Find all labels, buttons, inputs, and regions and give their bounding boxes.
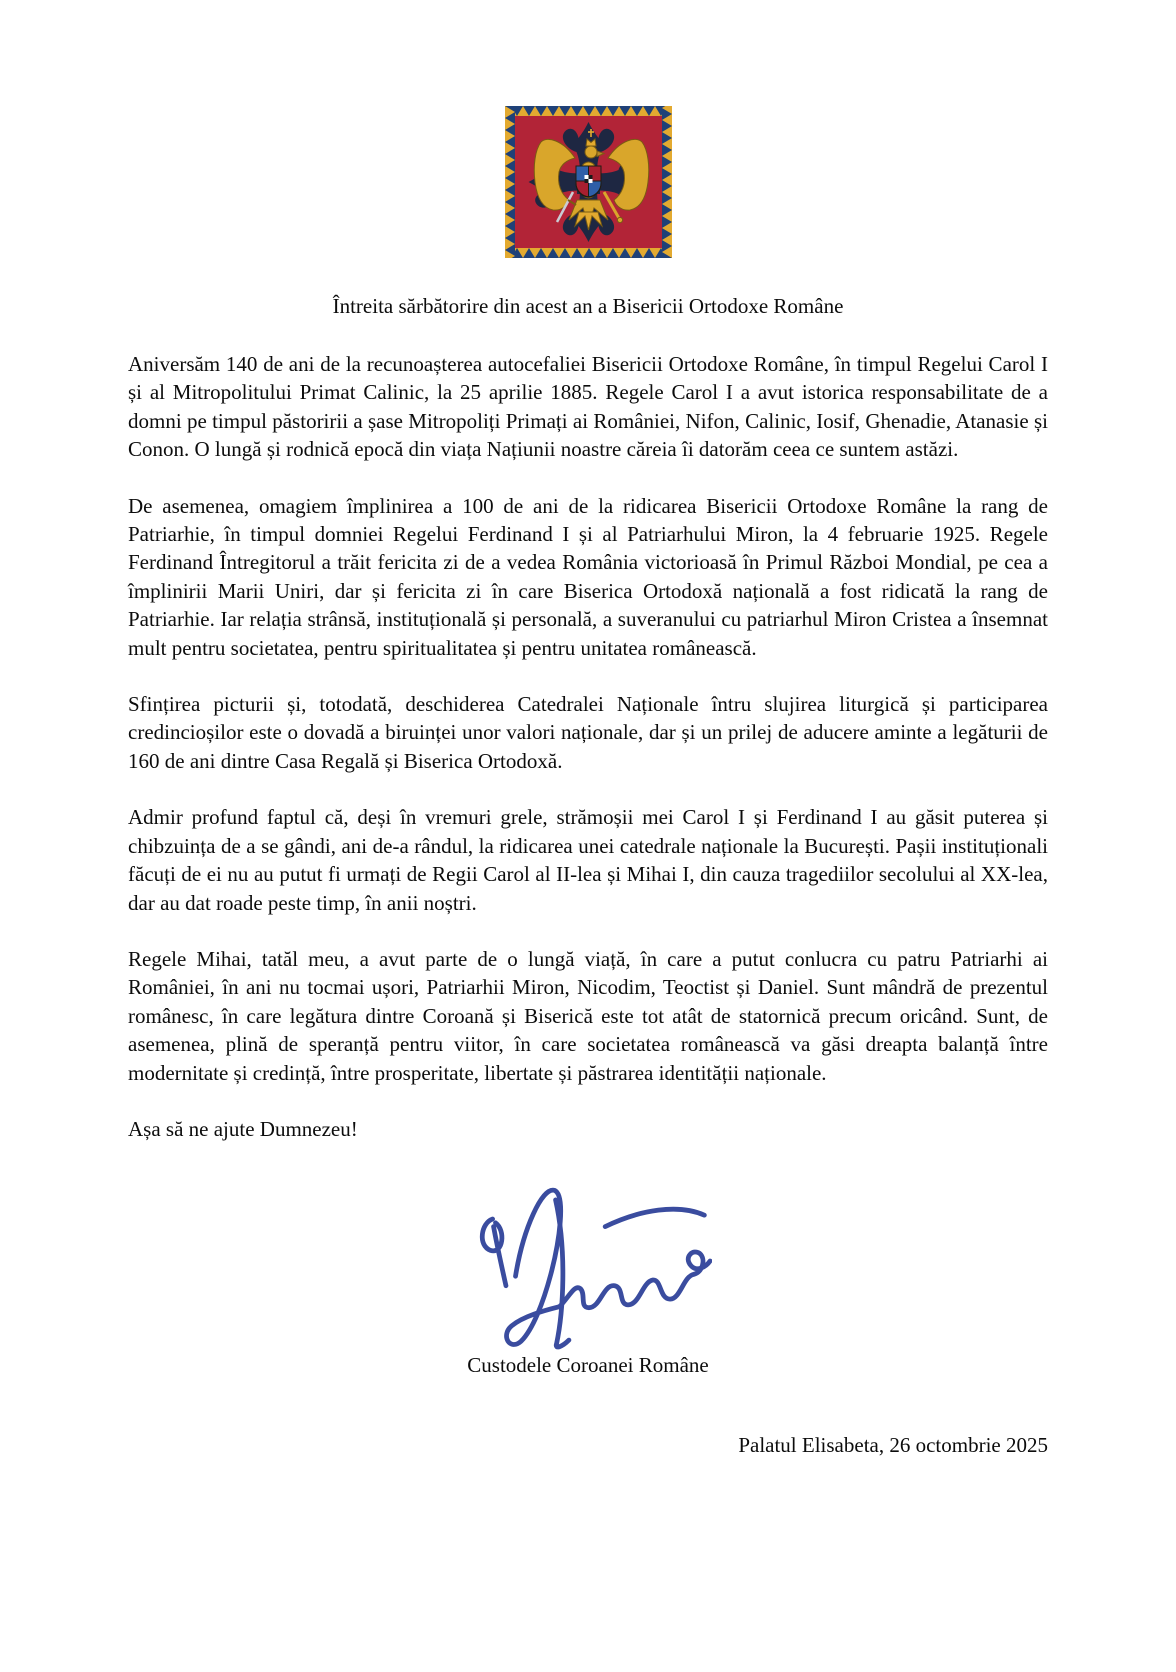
- closing-line: Așa să ne ajute Dumnezeu!: [128, 1116, 358, 1141]
- paragraph-3: Sfințirea picturii și, totodată, deschiderea Catedralei Naționale întru slujirea liturgică și participarea credincioșilor este o dovadă a biruinței unor valori naționale, dar și un prilej de aducere aminte a legăturii de 160 de ani dintre Casa Regală și Biserica Ortodoxă.: [128, 692, 1048, 773]
- romanian-royal-standard-icon: [505, 106, 672, 258]
- signature-margareta: [128, 1169, 1048, 1337]
- signer-title: Custodele Coroanei Române: [467, 1353, 709, 1378]
- paragraph-5: Regele Mihai, tatăl meu, a avut parte de o lungă viață, în care a putut conlucra cu patru Patriarhi ai României, în ani nu tocmai ușori, Patriarhii Miron, Nicodim, Teoctist și Daniel. Sunt mândră de prezentul românesc, în care legătura dintre Coroană și Biserică este tot atât de statornică precum oricând. Sunt, de asemenea, plină de speranță pentru viitor, în care societatea românească va găsi dreapta balanță între modernitate și credință, între prosperitate, libertate și păstrarea identității naționale.: [128, 946, 1048, 1085]
- paragraph-4: Admir profund faptul că, deși în vremuri grele, strămoșii mei Carol I și Ferdinand I au găsit puterea și chibzuința de a se gândi, ani de-a rândul, la ridicarea unei catedrale naționale la București. Pașii instituționali făcuți de ei nu au putut fi urmați de Regii Carol al II-lea și Mihai I, din cauza tragediilor secolului al XX-lea, dar au dat roade peste timp, în anii noștri.: [128, 805, 1048, 915]
- place-and-date: Palatul Elisabeta, 26 octombrie 2025: [738, 1433, 1048, 1458]
- handwritten-signature-icon: [464, 1169, 712, 1351]
- letter-title: Întreita sărbătorire din acest an a Bisericii Ortodoxe Române: [332, 294, 844, 318]
- royal-standard-flag: [128, 106, 1048, 258]
- paragraph-1: Aniversăm 140 de ani de la recunoașterea autocefaliei Bisericii Ortodoxe Române, în timpul Regelui Carol I și al Mitropolitului Primat Calinic, la 25 aprilie 1885. Regele Carol I a avut istorica responsabilitate de a domni pe timpul păstoririi a șase Mitropoliți Primați ai României, Nifon, Calinic, Iosif, Ghenadie, Atanasie și Conon. O lungă și rodnică epocă din viața Națiunii noastre căreia îi datorăm ceea ce suntem astăzi.: [128, 352, 1048, 462]
- paragraph-2: De asemenea, omagiem împlinirea a 100 de ani de la ridicarea Bisericii Ortodoxe Române la rang de Patriarhie, în timpul domniei Regelui Ferdinand I și al Patriarhului Miron, la 4 februarie 1925. Regele Ferdinand Întregitorul a trăit fericita zi de a vedea România victorioasă în Primul Război Mondial, pe cea a împlinirii Marii Uniri, dar și fericita zi în care Biserica Ortodoxă națională a fost ridicată la rang de Patriarhie. Iar relația strânsă, instituțională și personală, a suveranului cu patriarhul Miron Cristea a însemnat mult pentru societatea, pentru spiritualitatea și pentru unitatea românească.: [128, 493, 1048, 660]
